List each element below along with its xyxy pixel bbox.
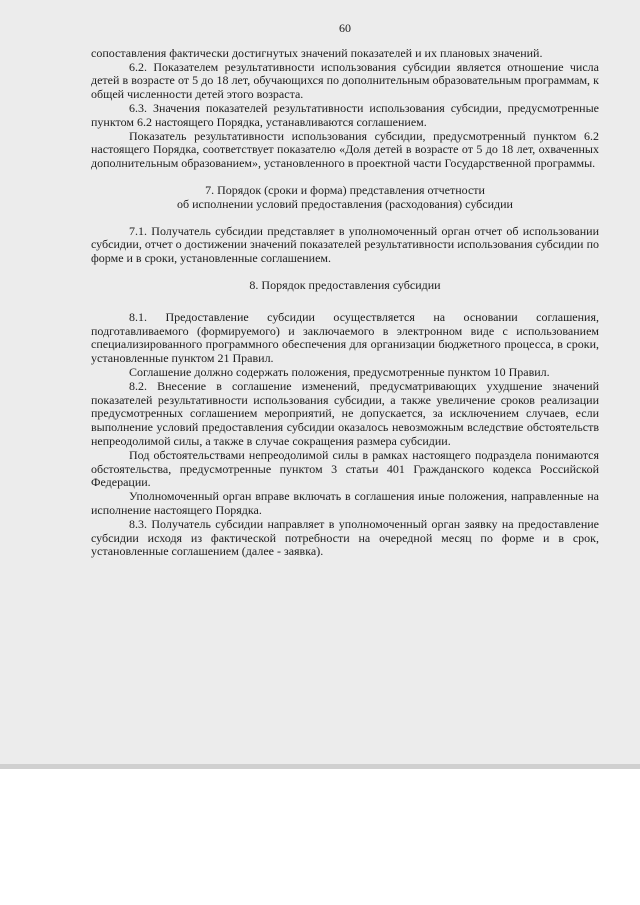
- paragraph-6-3: 6.3. Значения показателей результативности использования субсидии, предусмотренные пунктом 6.2 настоящего Порядка, устанавливаются соглашением.: [91, 100, 599, 129]
- paragraph-7-1: 7.1. Получатель субсидии представляет в уполномоченный орган отчет об использовании субсидии, отчет о достижении значений показателей результативности использования субсидии по форме и в сроки, установленные соглашением.: [91, 223, 599, 266]
- section-7-heading-line-1: 7. Порядок (сроки и форма) представления отчетности: [205, 182, 485, 197]
- paragraph-continuation: сопоставления фактически достигнутых значений показателей и их плановых значений.: [91, 45, 543, 60]
- section-7-heading-line-2: об исполнении условий предоставления (расходования) субсидии: [177, 196, 513, 211]
- paragraph-6-3-indicator: Показатель результативности использования субсидии, предусмотренный пунктом 6.2 настоящего Порядка, соответствует показателю «Доля детей в возрасте от 5 до 18 лет, охваченных дополнительным образованием», установленного в проектной части Государственной программы.: [91, 128, 599, 171]
- paragraph-8-1: 8.1. Предоставление субсидии осуществляется на основании соглашения, подготавливаемого (формируемого) и заключаемого в электронном виде с использованием специализированного программного обеспечения для организации бюджетного процесса, в сроки, установленные пунктом 21 Правил.: [91, 309, 599, 366]
- scan-edge: [0, 764, 640, 769]
- section-7-heading: [91, 184, 599, 212]
- paragraph-8-3: 8.3. Получатель субсидии направляет в уполномоченный орган заявку на предоставление субсидии исходя из фактической потребности на очередной месяц по форме и в срок, установленные соглашением (далее - заявка).: [91, 516, 599, 559]
- paragraph-6-2: 6.2. Показателем результативности использования субсидии является отношение числа детей в возрасте от 5 до 18 лет, обучающихся по дополнительным образовательным программам, к общей численности детей этого возраста.: [91, 59, 599, 102]
- section-8-heading: 8. Порядок предоставления субсидии: [249, 277, 441, 292]
- paragraph-8-2: 8.2. Внесение в соглашение изменений, предусматривающих ухудшение значений показателей результативности использования субсидии, а также увеличение сроков реализации предусмотренных соглашением мероприятий, не допускается, за исключением случаев, если выполнение условий предоставления субсидии оказалось невозможным вследствие обстоятельств непреодолимой силы, а также в случае сокращения размера субсидии.: [91, 378, 599, 448]
- paragraph-8-2-other-provisions: Уполномоченный орган вправе включать в соглашения иные положения, направленные на исполнение настоящего Порядка.: [91, 489, 599, 517]
- document-page: [91, 22, 599, 559]
- paragraph-8-1-agreement: Соглашение должно содержать положения, предусмотренные пунктом 10 Правил.: [129, 364, 550, 379]
- page-number: 60: [339, 21, 351, 35]
- paragraph-8-2-force-majeure: Под обстоятельствами непреодолимой силы в рамках настоящего подраздела понимаются обстоятельства, предусмотренные пунктом 3 статьи 401 Гражданского кодекса Российской Федерации.: [91, 447, 599, 490]
